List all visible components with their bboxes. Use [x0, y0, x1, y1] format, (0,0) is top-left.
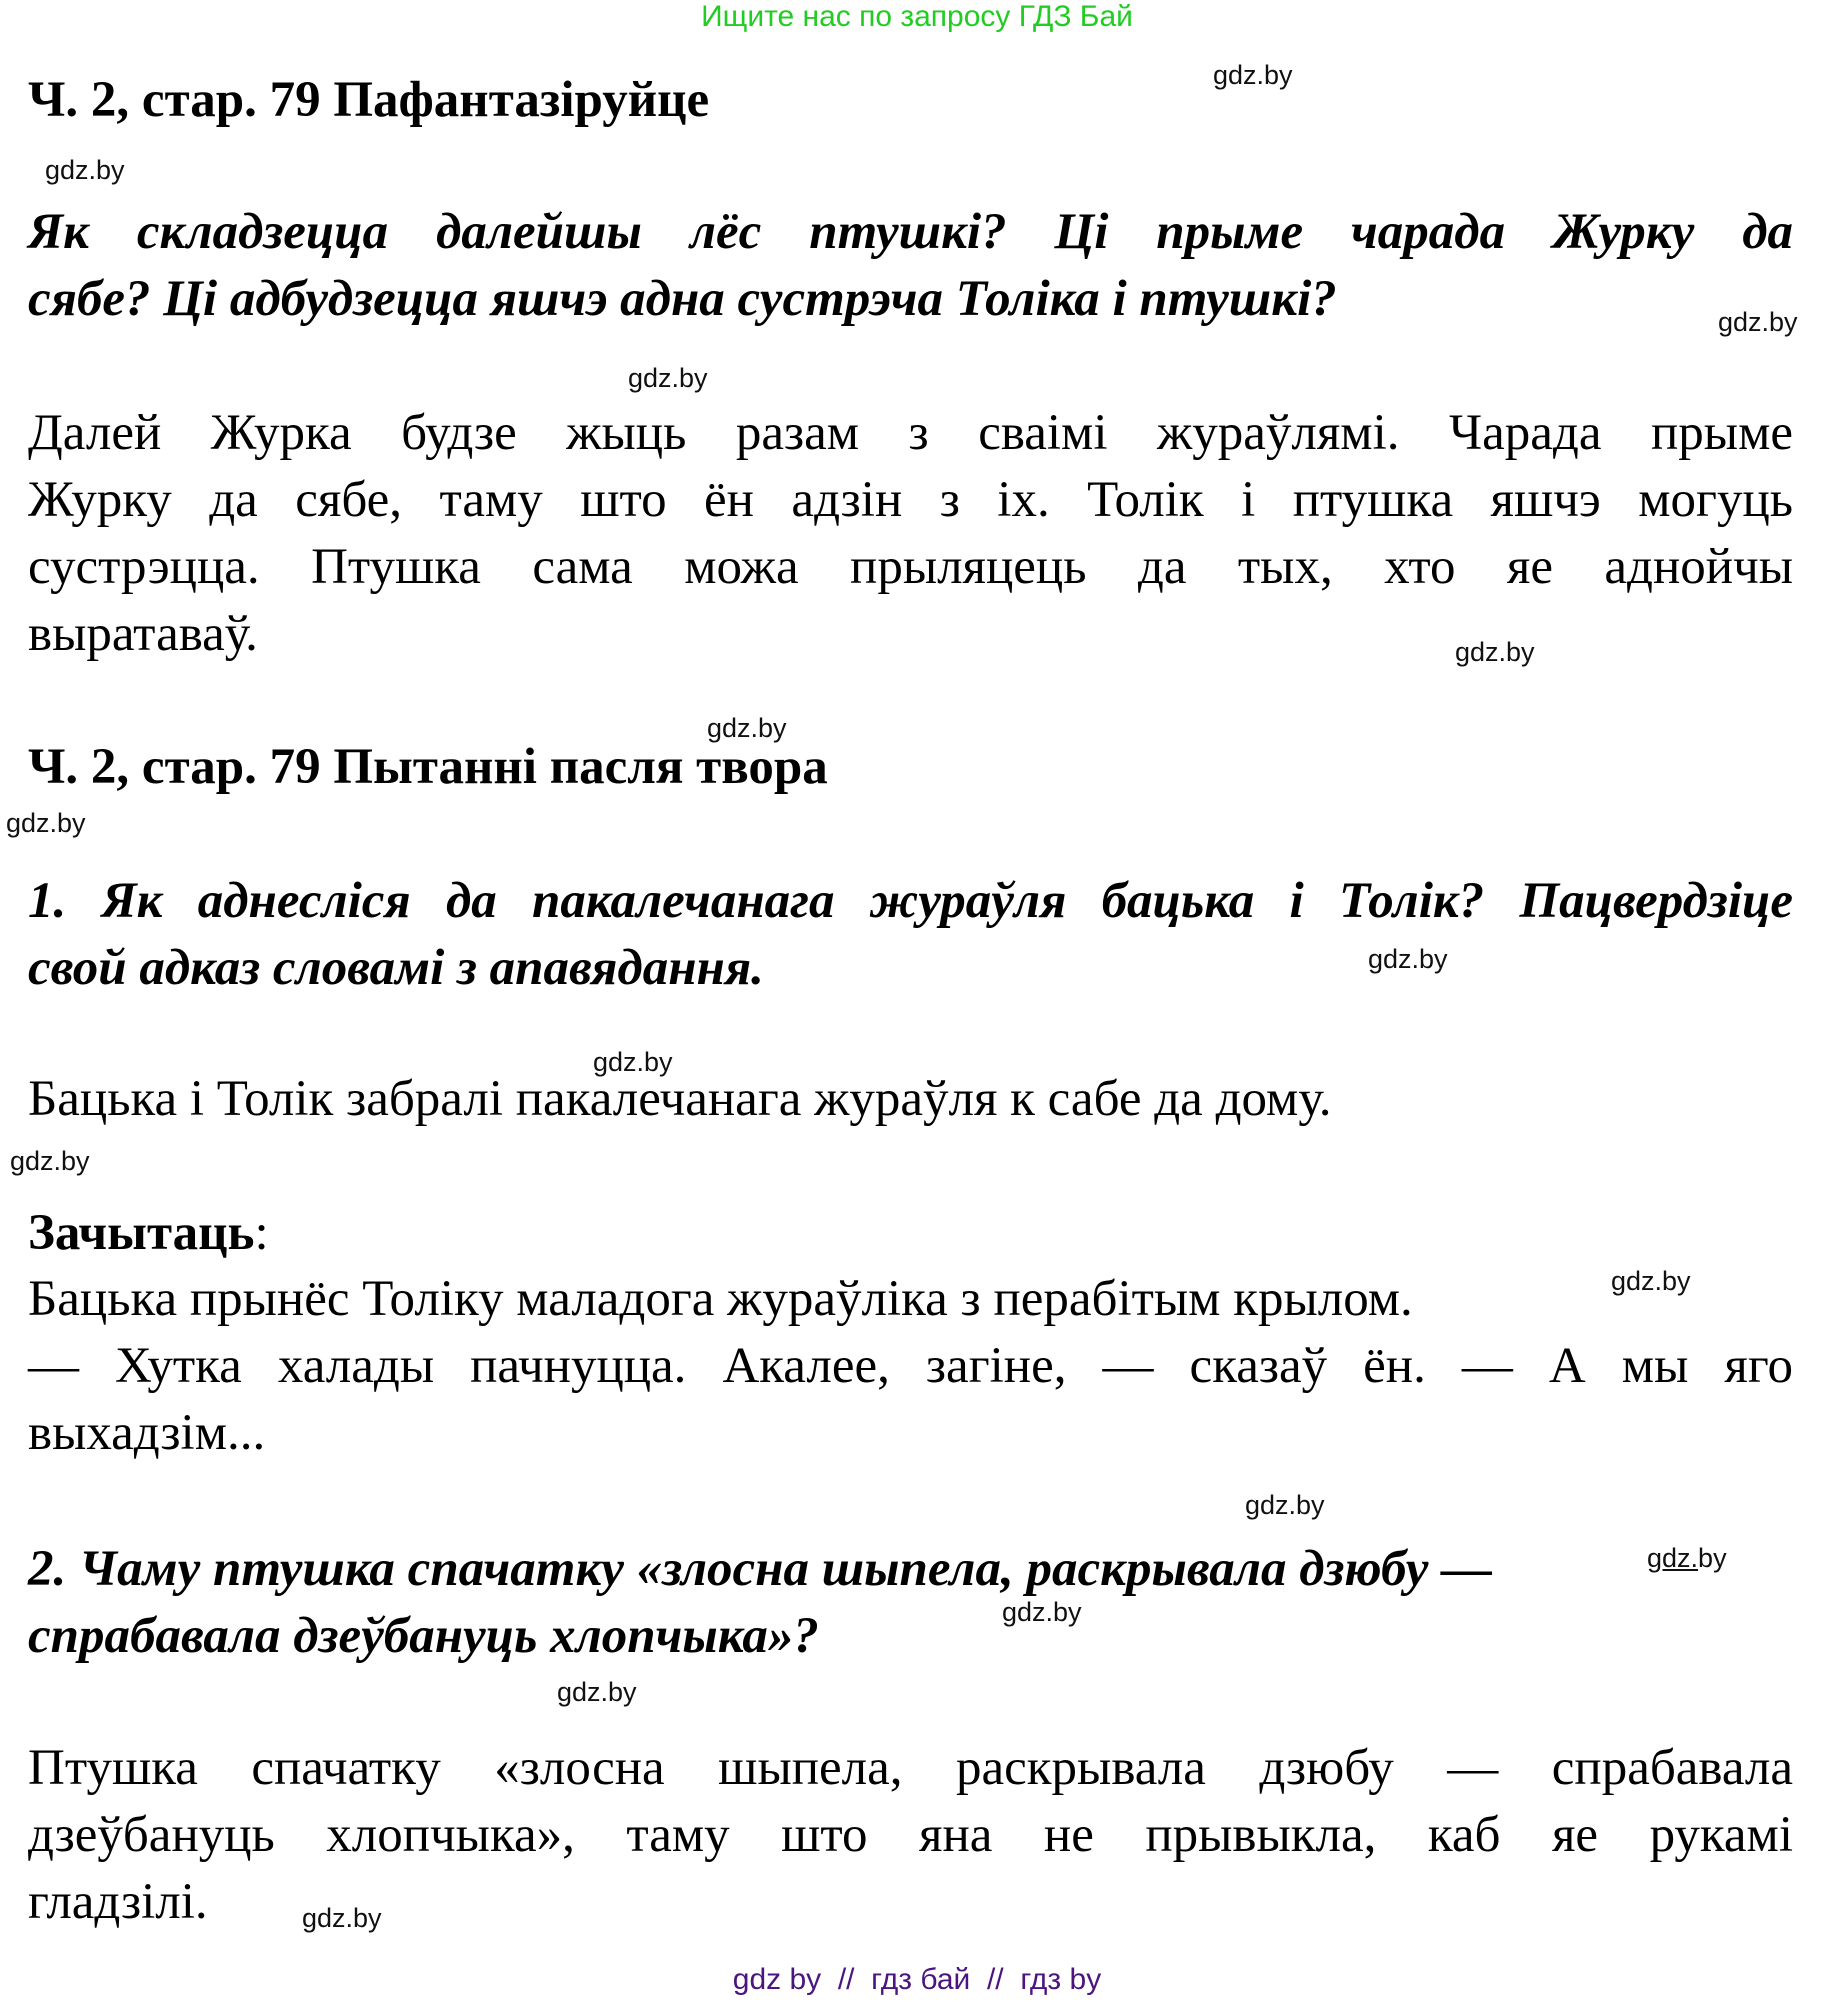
watermark: gdz.by: [707, 713, 787, 743]
question-fantasize: [28, 199, 1793, 333]
question-line: 2. Чаму птушка спачатку «злосна шыпела, раскрывала дзюбу —: [28, 1541, 1493, 1597]
watermark: gdz.by: [10, 1146, 90, 1176]
answer-line: сустрэцца. Птушка сама можа прыляцець да тых, хто яе аднойчы: [28, 539, 1793, 595]
answer-line: Далей Журка будзе жыць разам з сваімі жураўлямі. Чарада прыме: [28, 405, 1793, 461]
answer-line: гладзілі.: [28, 1874, 208, 1930]
footer-links: gdz by // гдз бай // гдз by: [732, 1963, 1102, 1996]
answer-1: [28, 1066, 1793, 1133]
watermark: gdz.by: [1245, 1490, 1325, 1520]
watermark: gdz.by: [1611, 1266, 1691, 1296]
read-label: Зачытаць: [28, 1205, 255, 1261]
watermark: gdz.by: [628, 363, 708, 393]
watermark: gdz.by: [1455, 637, 1535, 667]
question-1: [28, 868, 1793, 1002]
answer-line: Бацька і Толік забралі пакалечанага жураўля к сабе да дому.: [28, 1071, 1332, 1127]
section-title-fantasize: Ч. 2, стар. 79 Пафантазіруйце: [28, 72, 710, 128]
answer-line: Птушка спачатку «злосна шыпела, раскрывала дзюбу — спрабавала: [28, 1740, 1793, 1796]
quote-line: выхадзім...: [28, 1405, 266, 1461]
watermark: gdz.by: [1368, 944, 1448, 974]
quote-1: [28, 1266, 1793, 1467]
search-banner: Ищите нас по запросу ГДЗ Бай: [701, 0, 1133, 33]
answer-line: Журку да сябе, таму што ён адзін з іх. Толік і птушка яшчэ могуць: [28, 472, 1793, 528]
quote-line: Бацька прынёс Толіку маладога жураўліка з перабітым крылом.: [28, 1271, 1413, 1327]
answer-line: дзеўбануць хлопчыка», таму што яна не прывыкла, каб яе рукамі: [28, 1807, 1793, 1863]
watermark: gdz.by: [302, 1903, 382, 1933]
section-title-questions: Ч. 2, стар. 79 Пытанні пасля твора: [28, 739, 828, 795]
watermark: gdz.by: [1213, 60, 1293, 90]
read-label-row: [28, 1200, 1793, 1267]
watermark-part: gdz.: [1647, 1543, 1699, 1573]
watermark: gdz.by: [593, 1047, 673, 1077]
watermark: gdz.by: [6, 808, 86, 838]
watermark: gdz.by: [45, 155, 125, 185]
question-line: сябе? Ці адбудзецца яшчэ адна сустрэча Толіка і птушкі?: [28, 271, 1337, 327]
answer-fantasize: [28, 400, 1793, 668]
question-line: Як складзецца далейшы лёс птушкі? Ці прыме чарада Журку да: [28, 204, 1793, 260]
watermark: gdz.by: [1002, 1597, 1082, 1627]
question-line: 1. Як аднесліся да пакалечанага жураўля бацька і Толік? Пацвердзіце: [28, 873, 1793, 929]
question-line: свой адказ словамі з апавядання.: [28, 940, 764, 996]
answer-line: выратаваў.: [28, 606, 258, 662]
question-line: спрабавала дзеўбануць хлопчыка»?: [28, 1608, 819, 1664]
watermark-over-dash: [1647, 1543, 1727, 1573]
question-2: [28, 1536, 1628, 1670]
watermark: gdz.by: [1718, 307, 1798, 337]
answer-2: [28, 1735, 1793, 1936]
watermark-part: by: [1698, 1543, 1727, 1573]
read-colon: :: [254, 1205, 269, 1261]
watermark: gdz.by: [557, 1677, 637, 1707]
quote-line: — Хутка халады пачнуцца. Акалее, загіне, — сказаў ён. — А мы яго: [28, 1338, 1793, 1394]
